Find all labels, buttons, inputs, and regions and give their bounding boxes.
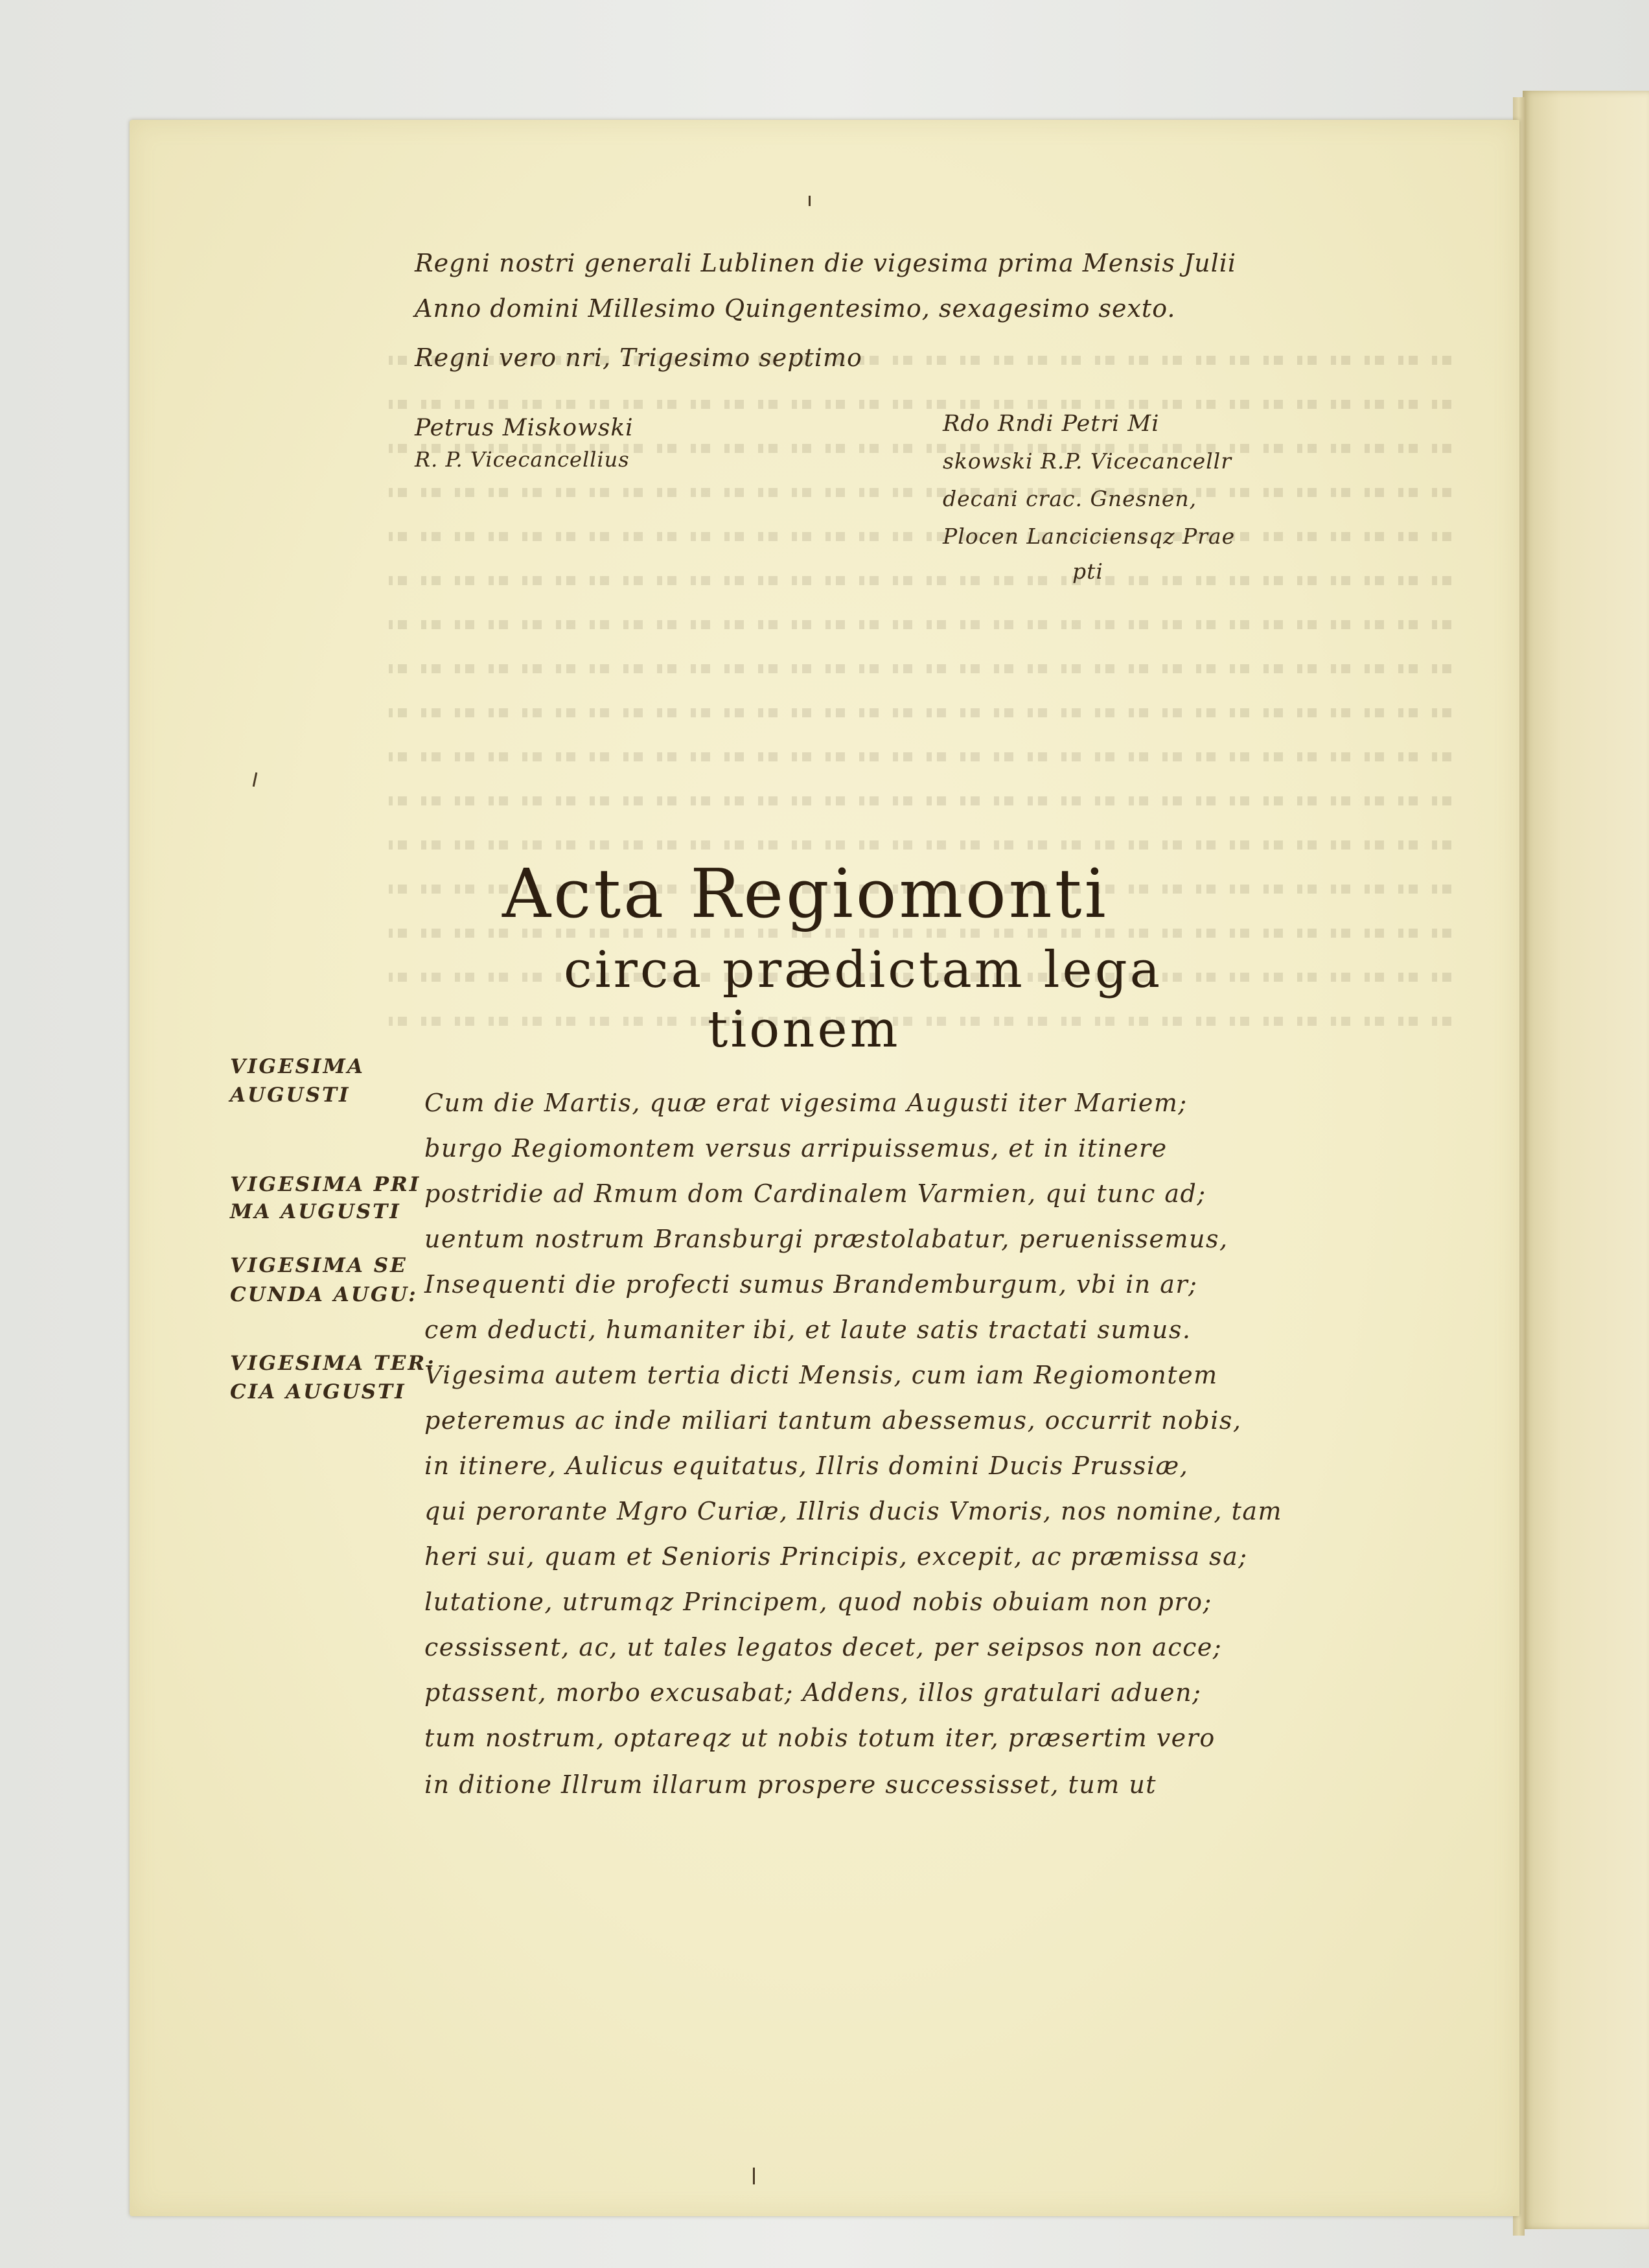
body-line: lutatione, utrumqz Principem, quod nobis obuiam non pro; xyxy=(424,1588,1212,1616)
body-line: Vigesima autem tertia dicti Mensis, cum iam Regiomontem xyxy=(424,1361,1218,1389)
body-line: Cum die Martis, quæ erat vigesima Augusti iter Mariem; xyxy=(424,1089,1188,1117)
signature-line: skowski R.P. Vicecancellr xyxy=(943,448,1232,474)
body-line: burgo Regiomontem versus arripuissemus, et in itinere xyxy=(424,1134,1168,1163)
margin-note-line: CUNDA AUGU: xyxy=(230,1283,418,1306)
margin-note-line: AUGUSTI xyxy=(230,1083,351,1107)
body-line: heri sui, quam et Senioris Principis, excepit, ac præmissa sa; xyxy=(424,1542,1248,1571)
folio-page xyxy=(130,120,1519,2216)
margin-note-line: VIGESIMA PRI xyxy=(230,1173,421,1196)
header-line: Regni nostri generali Lublinen die vigesima prima Mensis Julii xyxy=(415,249,1237,277)
body-line: ptassent, morbo excusabat; Addens, illos gratulari aduen; xyxy=(424,1678,1202,1707)
signature-line: pti xyxy=(1072,559,1103,584)
body-line: Insequenti die profecti sumus Brandemburgum, vbi in ar; xyxy=(424,1270,1198,1299)
header-line: Anno domini Millesimo Quingentesimo, sexagesimo sexto. xyxy=(415,294,1176,323)
body-line: qui perorante Mgro Curiæ, Illris ducis Vmoris, nos nomine, tam xyxy=(424,1497,1283,1525)
title-line: Acta Regiomonti xyxy=(502,854,1109,933)
signature-line: Petrus Miskowski xyxy=(415,415,634,441)
ink-mark xyxy=(809,196,811,206)
ink-mark xyxy=(753,2168,755,2184)
margin-note-line: VIGESIMA xyxy=(230,1055,365,1078)
margin-note-line: VIGESIMA SE xyxy=(230,1254,408,1277)
margin-note-line: CIA AUGUSTI xyxy=(230,1380,406,1404)
body-line: in itinere, Aulicus equitatus, Illris domini Ducis Prussiæ, xyxy=(424,1452,1189,1480)
header-line: Regni vero nri, Trigesimo septimo xyxy=(415,343,862,372)
signature-line: decani crac. Gnesnen, xyxy=(943,486,1197,511)
signature-line: R. P. Vicecancellius xyxy=(415,447,630,472)
title-line: tionem xyxy=(708,1001,901,1059)
signature-line: Rdo Rndi Petri Mi xyxy=(943,411,1160,437)
body-line: in ditione Illrum illarum prospere successisset, tum ut xyxy=(424,1770,1157,1799)
body-line: postridie ad Rmum dom Cardinalem Varmien, qui tunc ad; xyxy=(424,1179,1206,1208)
body-line: cessissent, ac, ut tales legatos decet, per seipsos non acce; xyxy=(424,1633,1223,1661)
margin-note-line: MA AUGUSTI xyxy=(230,1200,401,1223)
body-line: cem deducti, humaniter ibi, et laute satis tractati sumus. xyxy=(424,1315,1192,1344)
title-line: circa prædictam lega xyxy=(564,941,1163,999)
adjacent-folio xyxy=(1523,91,1649,2229)
body-line: peteremus ac inde miliari tantum abessemus, occurrit nobis, xyxy=(424,1406,1242,1435)
body-line: uentum nostrum Bransburgi præstolabatur, peruenissemus, xyxy=(424,1225,1228,1253)
margin-note-line: VIGESIMA TER: xyxy=(230,1352,436,1375)
body-line: tum nostrum, optareqz ut nobis totum iter, præsertim vero xyxy=(424,1724,1216,1752)
signature-line: Plocen Lanciciensqz Prae xyxy=(943,524,1236,549)
